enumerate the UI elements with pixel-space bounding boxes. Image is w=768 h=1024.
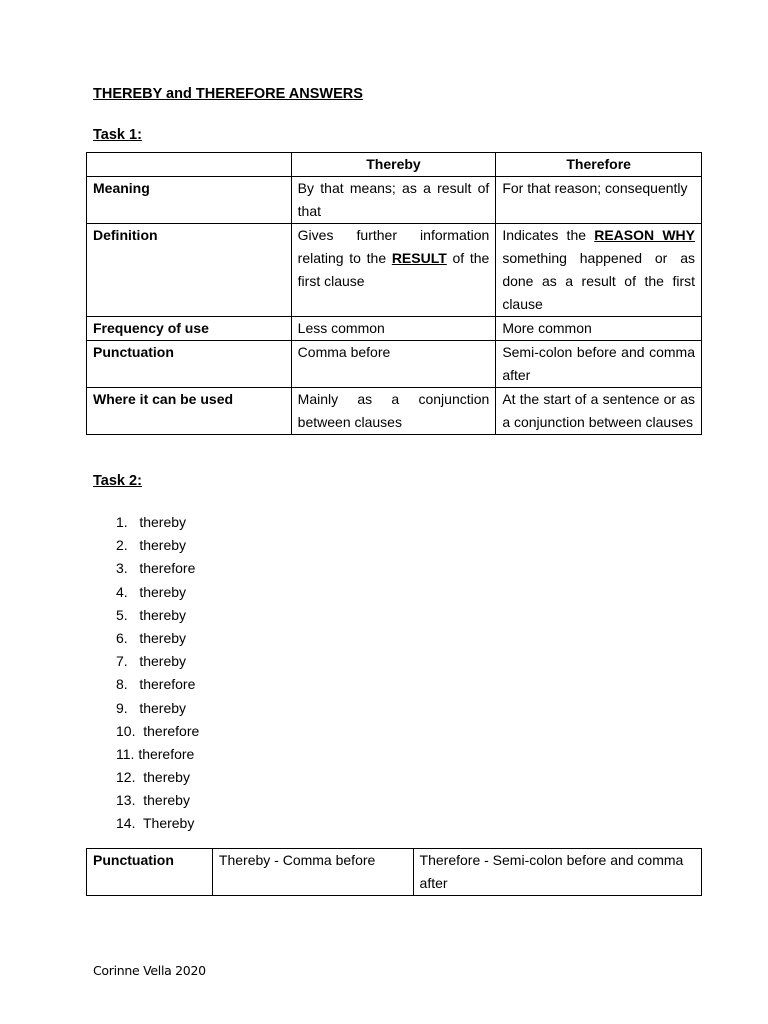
cell-text: Gives further information relating to the <box>297 227 490 266</box>
page-title: THEREBY and THEREFORE ANSWERS <box>93 86 363 102</box>
list-item: 9. thereby <box>116 699 187 716</box>
row-label-frequency: Frequency of use <box>87 317 292 341</box>
cell-therefore-meaning: For that reason; consequently <box>496 177 702 224</box>
cell-thereby-meaning: By that means; as a result of that <box>291 177 496 224</box>
task1-heading: Task 1: <box>93 127 142 143</box>
cell-text: something happened or as done as a result of the first clause <box>502 250 695 312</box>
summary-thereby: Thereby - Comma before <box>212 849 413 896</box>
cell-thereby-punctuation: Comma before <box>291 341 496 388</box>
list-item: 4. thereby <box>116 583 187 600</box>
emphasis-result: RESULT <box>391 250 447 266</box>
cell-text: of the first clause <box>297 250 490 289</box>
cell-therefore-usage: At the start of a sentence or as a conjunction between clauses <box>496 388 702 435</box>
table-row <box>87 341 702 388</box>
summary-table <box>86 848 702 896</box>
list-item: 8. therefore <box>116 676 196 693</box>
row-label-meaning: Meaning <box>87 177 292 224</box>
cell-thereby-definition <box>291 224 496 317</box>
cell-therefore-punctuation: Semi-colon before and comma after <box>496 341 702 388</box>
list-item: 14. Thereby <box>116 815 195 832</box>
row-label-definition: Definition <box>87 224 292 317</box>
row-label-punctuation: Punctuation <box>87 341 292 388</box>
cell-therefore-frequency: More common <box>496 317 702 341</box>
table-row <box>87 388 702 435</box>
footer-author: Corinne Vella 2020 <box>93 963 206 978</box>
emphasis-reason-why: REASON WHY <box>594 227 696 243</box>
list-item: 5. thereby <box>116 606 187 623</box>
header-thereby: Thereby <box>291 153 496 177</box>
header-therefore: Therefore <box>496 153 702 177</box>
list-item: 7. thereby <box>116 653 187 670</box>
cell-text: Indicates the <box>502 227 595 243</box>
summary-therefore: Therefore - Semi-colon before and comma after <box>413 849 701 896</box>
list-item: 12. thereby <box>116 769 190 786</box>
list-item: 13. thereby <box>116 792 190 809</box>
list-item: 2. thereby <box>116 537 187 554</box>
header-empty <box>87 153 292 177</box>
cell-thereby-frequency: Less common <box>291 317 496 341</box>
task1-table <box>86 152 702 435</box>
task2-answer-list <box>116 511 199 836</box>
row-label-usage: Where it can be used <box>87 388 292 435</box>
list-item: 6. thereby <box>116 629 187 646</box>
table-row <box>87 224 702 317</box>
list-item: 11. therefore <box>116 745 195 762</box>
table-row <box>87 177 702 224</box>
table-row <box>87 849 702 896</box>
table-header-row <box>87 153 702 177</box>
cell-thereby-usage: Mainly as a conjunction between clauses <box>291 388 496 435</box>
list-item: 3. therefore <box>116 560 196 577</box>
task2-heading: Task 2: <box>93 473 142 489</box>
table-row <box>87 317 702 341</box>
list-item: 1. thereby <box>116 514 187 530</box>
summary-label: Punctuation <box>87 849 213 896</box>
list-item: 10. therefore <box>116 722 200 739</box>
cell-therefore-definition <box>496 224 702 317</box>
